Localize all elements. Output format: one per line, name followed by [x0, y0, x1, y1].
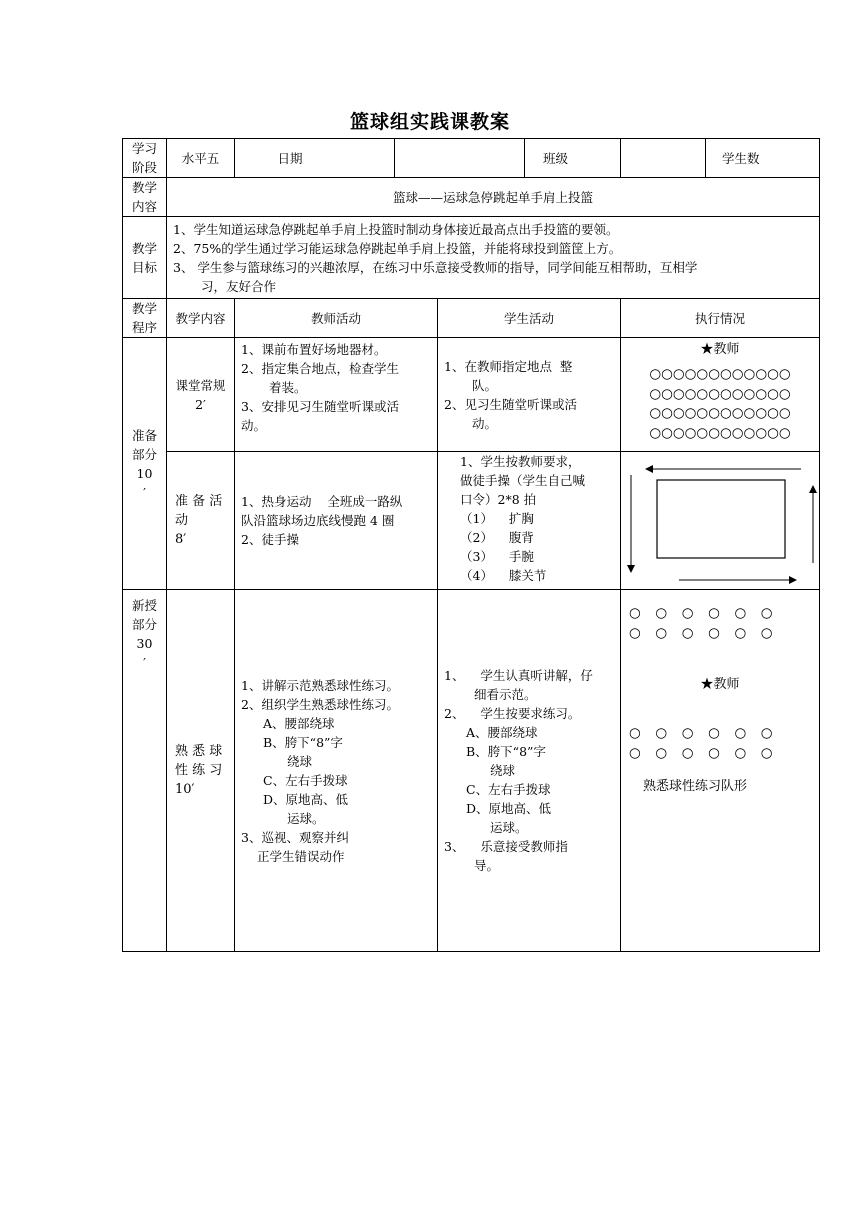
- lesson-plan-table: [122, 138, 820, 952]
- routine-student: [438, 338, 621, 452]
- new-teacher-line: C、左右手拨球: [263, 772, 348, 788]
- warmup-student-line: （1） 扩胸: [460, 511, 534, 526]
- page-title: 篮球组实践课教案: [349, 111, 510, 133]
- new-teacher-line: B、胯下“8”字: [263, 734, 343, 750]
- court-rectangle: [657, 480, 785, 558]
- routine-teacher: [235, 338, 438, 452]
- goals-label: 教学 目标: [123, 217, 167, 299]
- warmup-student-line: （2） 腹背: [460, 530, 534, 545]
- routine-teacher-line: 2、指定集合地点，检查学生: [241, 361, 399, 376]
- new-student-line: 细看示范。: [474, 687, 537, 702]
- routine-teacher-line: 1、课前布置好场地器材。: [241, 342, 387, 357]
- teacher-marker: ★教师: [700, 342, 740, 357]
- student-row: ○○○○○○○○○○○○: [649, 424, 791, 441]
- new-student-line: C、左右手拨球: [466, 782, 551, 797]
- warmup-student-line: （4） 膝关节: [460, 568, 547, 583]
- new-student-line: 1、 学生认真听讲解，仔: [444, 668, 593, 683]
- col-teacher: 教师活动: [235, 299, 438, 338]
- warmup-student-line: （3） 手腕: [460, 549, 534, 564]
- col-execution: 执行情况: [621, 299, 820, 338]
- new-teacher-line: 绕球: [287, 753, 313, 769]
- new-teacher-line: 3、巡视、观察并纠: [241, 829, 349, 845]
- new-student-line: 3、 乐意接受教师指: [444, 839, 568, 854]
- goal-line: 3、 学生参与篮球练习的兴趣浓厚，在练习中乐意接受教师的指导，同学间能互相帮助，互相学: [173, 259, 698, 275]
- students-cell: 学生数: [706, 139, 820, 178]
- routine-teacher-line: 3、安排见习生随堂听课或活: [241, 399, 399, 414]
- routine-student-line: 1、在教师指定地点 整: [444, 358, 573, 374]
- new-teacher-line: 运球。: [287, 810, 325, 826]
- content-label: 教学 内容: [123, 178, 167, 217]
- warmup-student-line: 做徒手操（学生自己喊: [460, 473, 586, 488]
- new-teacher-line: A、腰部绕球: [263, 715, 335, 731]
- goal-line: 习，友好合作: [201, 278, 277, 294]
- warmup-content: 准 备 活 动 8′: [167, 452, 235, 590]
- new-student-line: 2、 学生按要求练习。: [444, 706, 581, 721]
- student-row: ○○○○○○○○○○○○: [649, 405, 791, 421]
- student-row: ○ ○ ○ ○ ○ ○: [629, 624, 775, 641]
- routine-content: 课堂常规 2′: [167, 338, 235, 452]
- stage-value: 水平五: [167, 139, 235, 178]
- warmup-student-line: 口令）2*8 拍: [460, 492, 537, 507]
- warmup-teacher: [235, 452, 438, 590]
- col-content: 教学内容: [167, 299, 235, 338]
- stage-label: 学习 阶段: [123, 139, 167, 178]
- student-row: ○ ○ ○ ○ ○ ○: [629, 744, 775, 761]
- running-route-diagram: [621, 453, 819, 589]
- warmup-diagram: [621, 452, 820, 590]
- content-value: 篮球——运球急停跳起单手肩上投篮: [167, 178, 820, 217]
- teacher-marker: ★教师: [700, 677, 740, 692]
- routine-student-line: 动。: [472, 415, 498, 431]
- new-section-label: 新授 部分 30 ′: [123, 590, 167, 952]
- warmup-teacher-line: 2、徒手操: [241, 532, 299, 547]
- routine-student-line: 队。: [472, 377, 498, 393]
- routine-student-line: 2、见习生随堂听课或活: [444, 396, 577, 412]
- new-student-line: 绕球: [490, 763, 516, 778]
- goal-line: 1、学生知道运球急停跳起单手肩上投篮时制动身体接近最高点出手投篮的要领。: [173, 221, 619, 237]
- new-diagram: [621, 590, 820, 952]
- diagram-caption: 熟悉球性练习队形: [643, 779, 748, 794]
- student-row: ○ ○ ○ ○ ○ ○: [629, 725, 775, 741]
- new-teacher-line: 2、组织学生熟悉球性练习。: [241, 696, 399, 712]
- date-label: 日期: [235, 139, 395, 178]
- routine-teacher-line: 着装。: [269, 380, 307, 395]
- goals-text: [167, 217, 820, 299]
- warmup-teacher-line: 队沿篮球场边底线慢跑 4 圈: [241, 513, 395, 528]
- date-value: [395, 139, 525, 178]
- new-teacher-line: 正学生错误动作: [257, 848, 345, 864]
- student-row: ○ ○ ○ ○ ○ ○: [629, 605, 775, 621]
- new-content: 熟 悉 球 性 练 习 10′: [167, 590, 235, 952]
- new-teacher-line: D、原地高、低: [263, 791, 349, 807]
- routine-teacher-line: 动。: [241, 418, 267, 433]
- prep-section-label: 准备 部分 10 ′: [123, 338, 167, 590]
- warmup-teacher-line: 1、热身运动 全班成一路纵: [241, 494, 403, 509]
- student-row: ○○○○○○○○○○○○: [649, 385, 791, 402]
- student-row: ○○○○○○○○○○○○: [649, 366, 791, 382]
- new-teacher: [235, 590, 438, 952]
- col-student: 学生活动: [438, 299, 621, 338]
- warmup-student-line: 1、学生按教师要求，: [460, 454, 581, 469]
- new-student-line: 导。: [474, 858, 500, 873]
- class-label: 班级: [525, 139, 621, 178]
- new-student-line: A、腰部绕球: [466, 725, 538, 740]
- new-teacher-line: 1、讲解示范熟悉球性练习。: [241, 677, 399, 693]
- new-student-line: 运球。: [490, 820, 528, 835]
- warmup-student: [438, 452, 621, 590]
- new-student: [438, 590, 621, 952]
- routine-diagram: [621, 338, 820, 452]
- procedure-label: 教学 程序: [123, 299, 167, 338]
- new-student-line: D、原地高、低: [466, 801, 552, 816]
- new-student-line: B、胯下“8”字: [466, 744, 546, 759]
- class-value: [621, 139, 706, 178]
- goal-line: 2、75%的学生通过学习能运球急停跳起单手肩上投篮，并能将球投到篮筐上方。: [173, 240, 622, 256]
